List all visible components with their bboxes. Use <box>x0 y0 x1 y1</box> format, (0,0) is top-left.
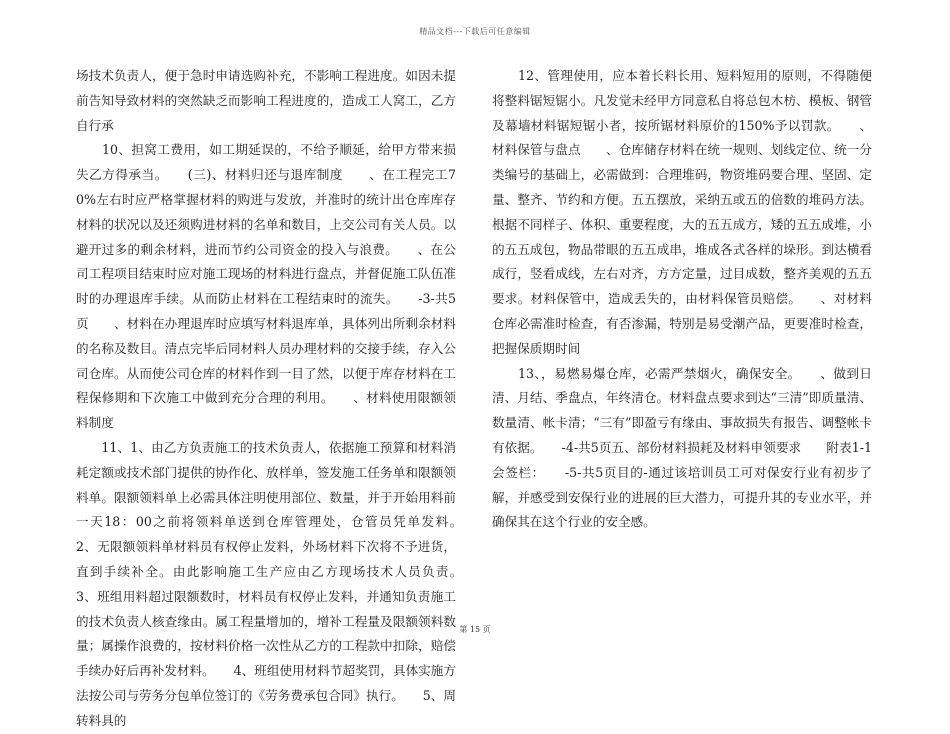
right-column <box>492 64 898 535</box>
paragraph: 10、担窝工费用，如工期延误的，不给予顺延，给甲方带来损失乙方得承当。 (三)、材料归还与退库制度 、在工程完工70%左右时应严格掌握材料的购进与发放，并准时的统计出仓库库存材料的状况以及还须购进材料的名单和数目，上交公司有关人员。以避开过多的剩余材料，进而节约公司资金的投入与浪费。 、在公司工程项目结束时应对施工现场的材料进行盘点，并督促施工队伍准时的办理退库手续。从而防止材料在工程结束时的流失。 -3-共5页 、材料在办理退库时应填写材料退库单，具体列出所剩余材料的名称及数目。清点完毕后同材料人员办理材料的交接手续，存入公司仓库。从而使公司仓库的材料作到一目了然，以便于库存材料在工程保修期和下次施工中做到充分合理的利用。 、材料使用限额领料制度 <box>76 142 456 431</box>
paragraph: 12、管理使用，应本着长料长用、短料短用的原则，不得随便将整料锯短锯小。凡发觉未经甲方同意私自将总包木枋、模板、钢管及幕墙材料锯短锯小者，按所锯材料原价的150%予以罚款。 、材料保管与盘点 、仓库储存材料在统一规则、划线定位、统一分类编号的基础上，必需做到：合理堆码，物资堆码要合理、坚固、定量、整齐、节约和方便。五五摆放，采纳五或五的倍数的堆码方法。根据不同样子、体积、重要程度，大的五五成方，矮的五五成堆，小的五五成包，物品带眼的五五成串，堆成各式各样的垛形。到达横看成行，竖看成线，左右对齐，方方定量，过目成数，整齐美观的五五要求。材料保管中，造成丢失的，由材料保管员赔偿。 、对材料仓库必需准时检查，有否渗漏，特别是易受潮产品，更要准时检查，把握保质期时间 <box>492 68 872 356</box>
page-number: 第 15 页 <box>459 625 491 634</box>
paragraph: 场技术负责人，便于急时申请选购补充，不影响工程进度。如因未提前告知导致材料的突然缺乏而影响工程进度的，造成工人窝工，乙方自行承 <box>76 68 456 133</box>
page-header: 精品文档---下载后可任意编辑 <box>419 27 531 36</box>
paragraph: 13、，易燃易爆仓库，必需严禁烟火，确保安全。 、做到日清、月结、季盘点，年终清仓。材料盘点要求到达“三清”即质量清、数量清、帐卡清；“三有”即盈亏有缘由、事故损失有报告、调整帐卡有依据。 -4-共5页五、部份材料损耗及材料申领要求 附表1-1 会签栏： -5-共5页目的-通过该培训员工可对保安行业有初步了解，并感受到安保行业的进展的巨大潜力，可提升其的专业水平，并确保其在这个行业的安全感。 <box>492 365 898 530</box>
paragraph: 11、1、由乙方负责施工的技术负责人，依据施工预算和材料消耗定额或技术部门提供的协作化、放样单，签发施工任务单和限额领料单。限额领料单上必需具体注明使用部位、数量，并于开始用料前一天18：00之前将领料单送到仓库管理处，仓管员凭单发料。 2、无限额领料单材料员有权停止发料，外场材料下次将不予进货，直到手续补全。由此影响施工生产应由乙方现场技术人员负责。 3、班组用料超过限额数时，材料员有权停止发料，并通知负责施工的技术负责人核查缘由。属工程量增加的，增补工程量及限额领料数量；属操作浪费的，按材料价格一次性从乙方的工程款中扣除，赔偿手续办好后再补发材料。 4、班组使用材料节超奖罚，具体实施方法按公司与劳务分包单位签订的《劳务费承包合同》执行。 5、周转料具的 <box>76 439 482 728</box>
